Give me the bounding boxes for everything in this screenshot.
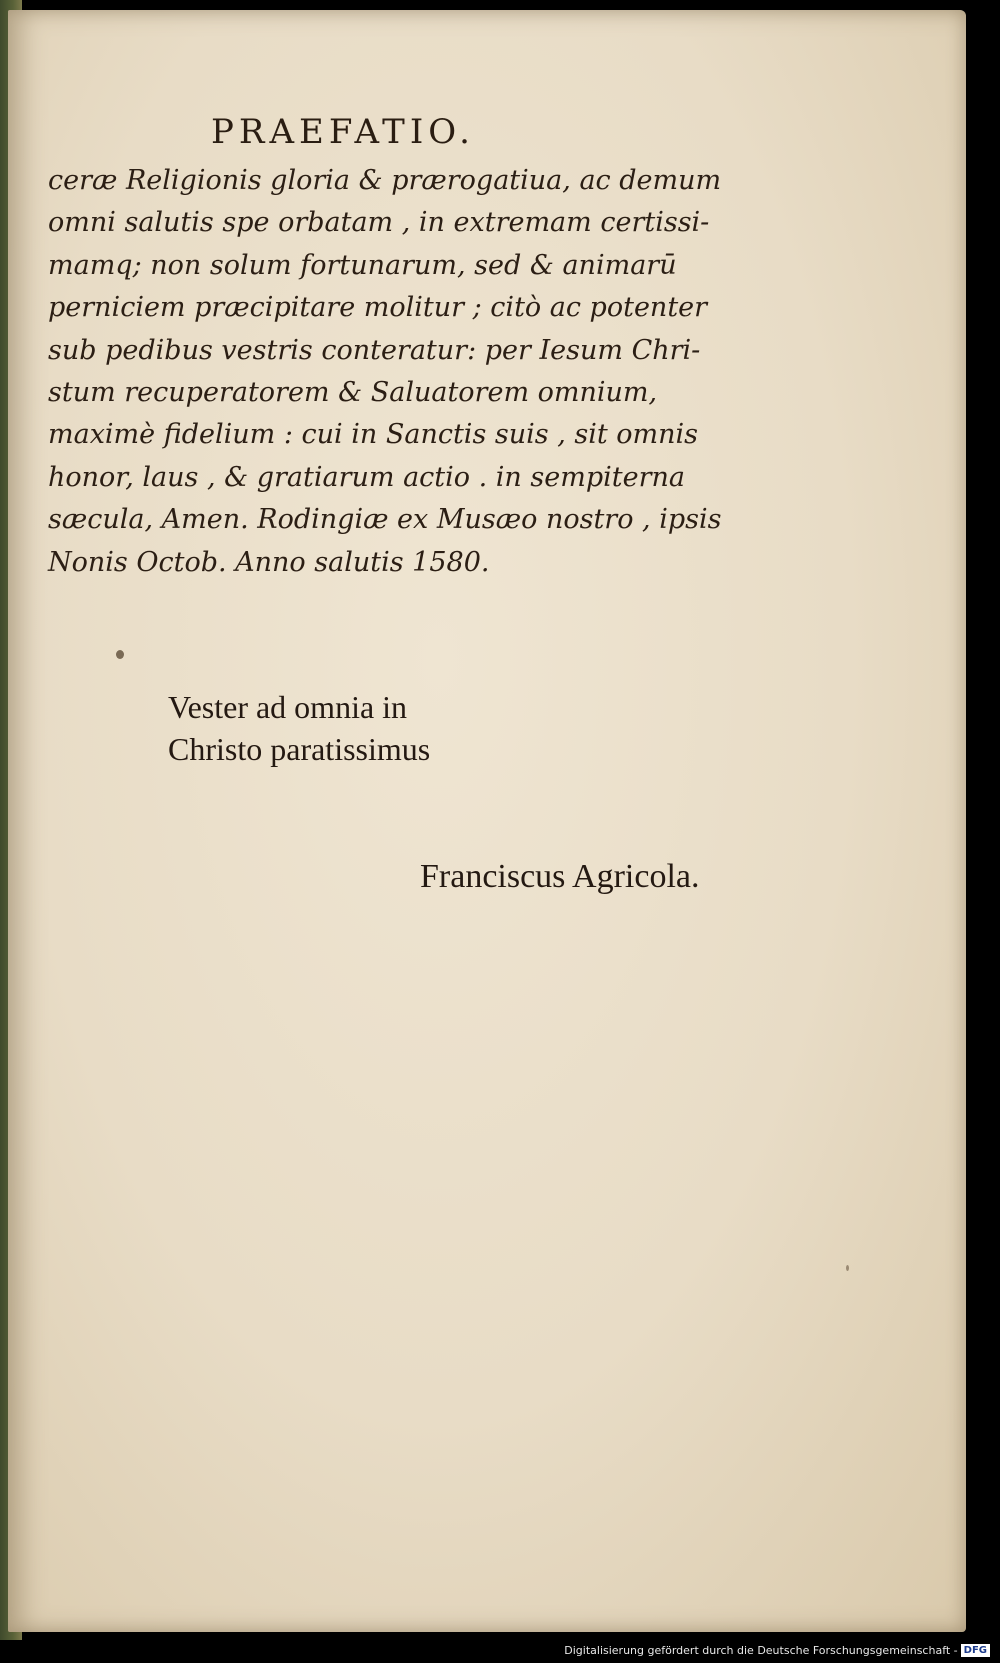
valediction-line-1: Vester ad omnia in <box>168 689 408 725</box>
body-text <box>48 160 748 584</box>
body-line: maximè fidelium : cui in Sanctis suis , sit omnis <box>48 419 699 451</box>
valediction-line-2: Christo paratissimus <box>168 731 431 767</box>
body-line: perniciem præcipitare molitur ; citò ac potenter <box>48 292 708 324</box>
body-line: ceræ Religionis gloria & prærogatiua, ac demum <box>48 165 722 196</box>
body-line: mamq; non solum fortunarum, sed & animarū <box>48 249 677 281</box>
running-title: PRAEFATIO. <box>211 112 475 152</box>
signature: Franciscus Agricola. <box>420 858 700 895</box>
body-line: stum recuperatorem & Saluatorem omnium, <box>48 377 658 409</box>
body-line: omni salutis spe orbatam , in extremam certissi- <box>48 207 710 239</box>
book-page <box>8 10 966 1632</box>
body-line: honor, laus , & gratiarum actio . in sempiterna <box>48 461 685 493</box>
body-line: sub pedibus vestris conteratur: per Iesum Chri- <box>48 334 701 366</box>
body-line: Nonis Octob. Anno salutis 1580. <box>48 546 490 578</box>
valediction <box>168 686 430 770</box>
ink-spot <box>846 1265 849 1271</box>
digitization-credit <box>564 1644 990 1658</box>
ink-spot <box>116 650 124 659</box>
body-line: sæcula, Amen. Rodingiæ ex Musæo nostro , ipsis <box>48 504 722 536</box>
dfg-logo: DFG <box>961 1644 990 1657</box>
credit-text: Digitalisierung gefördert durch die Deutsche Forschungsgemeinschaft - <box>564 1643 958 1657</box>
